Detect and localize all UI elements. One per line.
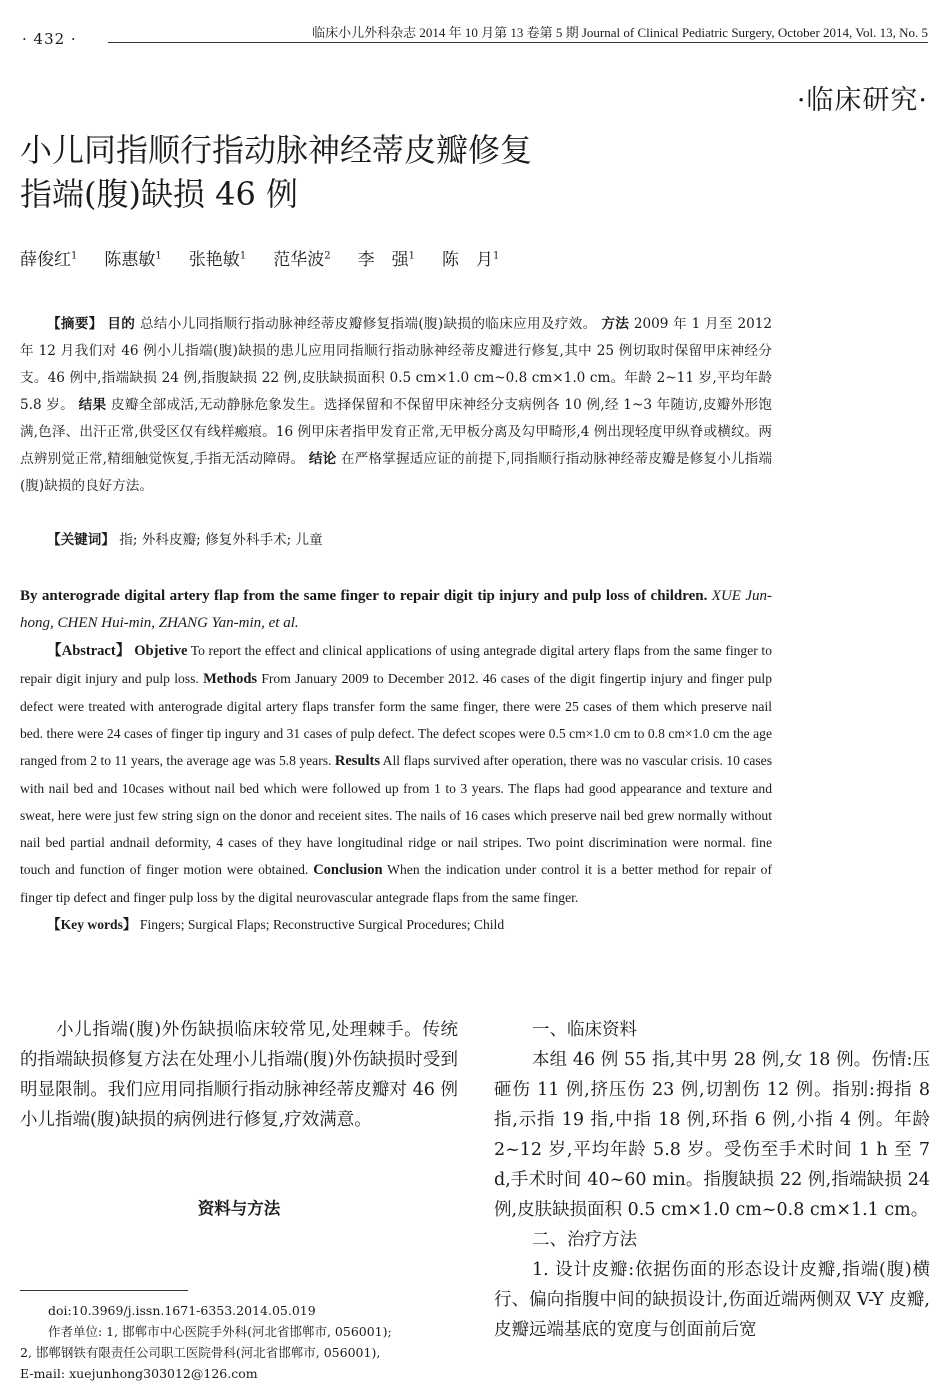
affiliation-1: 作者单位: 1, 邯郸市中心医院手外科(河北省邯郸市, 056001); <box>48 1324 392 1339</box>
author: 范华波$^2$ <box>273 250 331 270</box>
title-line-1: 小儿同指顺行指动脉神经蒂皮瓣修复 <box>20 131 533 169</box>
section-tag: ·临床研究· <box>796 85 928 116</box>
abstract-label: 【摘要】 <box>47 316 103 332</box>
methods-text-en: From January 2009 to December 2012. 46 cases of the digit fingertip injury and finger pulp defect were treated with anterograde digital artery flaps transfer form the same finger, there were 25 cases of them which preserve nail bed. there were 24 cases of finger tip ingury and 31 cases of pulp defect. The defect scopes were 0.5 cm×1.0 cm to 0.8 cm×1.0 cm the age ranged from 2 to 11 years, the average age was 5.8 years. <box>20 671 772 768</box>
objective-text-en: To report the effect and clinical applications of using antegrade digital artery flaps from the same finger to repair digit injury and pulp loss. <box>20 643 772 686</box>
objective-text: 总结小儿同指顺行指动脉神经蒂皮瓣修复指端(腹)缺损的临床应用及疗效。 <box>139 316 597 332</box>
keywords-label-en: 【Key words】 <box>47 917 137 932</box>
author-list <box>20 245 499 270</box>
article-title <box>20 128 532 216</box>
abstract-label-en: 【Abstract】 <box>47 643 131 659</box>
keywords-english <box>20 911 772 938</box>
objective-label-en: Objetive <box>134 643 188 659</box>
title-line-2: 指端(腹)缺损 46 例 <box>20 175 299 213</box>
conclusion-text: 在严格掌握适应证的前提下,同指顺行指动脉神经蒂皮瓣是修复小儿指端(腹)缺损的良好方法。 <box>20 451 773 494</box>
keywords-label: 【关键词】 <box>47 532 115 548</box>
intro-paragraph: 小儿指端(腹)外伤缺损临床较常见,处理棘手。传统的指端缺损修复方法在处理小儿指端(腹)外伤缺损时受到明显限制。我们应用同指顺行指动脉神经蒂皮瓣对 46 例小儿指端(腹)缺损的病例进行修复,疗效满意。 <box>20 1020 458 1130</box>
author: 陈 月$^1$ <box>442 250 500 270</box>
doi: doi:10.3969/j.issn.1671-6353.2014.05.019 <box>48 1303 316 1318</box>
english-abstract-block <box>20 583 772 938</box>
results-text: 皮瓣全部成活,无动静脉危象发生。选择保留和不保留甲床神经分支病例各 10 例,经 1~3 年随访,皮瓣外形饱满,色泽、出汗正常,供受区仅有线样瘢痕。16 例甲床者指甲发育正常,无甲板分离及勾甲畸形,4 例出现轻度甲纵脊或横纹。两点辨别觉正常,精细触觉恢复,手指无活动障碍。 <box>20 397 772 467</box>
affiliation-2: 2, 邯郸钢铁有限责任公司职工医院骨科(河北省邯郸市, 056001), <box>20 1345 381 1360</box>
methods-text: 2009 年 1 月至 2012 年 12 月我们对 46 例小儿指端(腹)缺损的患儿应用同指顺行指动脉神经蒂皮瓣进行修复,其中 25 例切取时保留甲床神经分支。46 例中,指端缺损 24 例,指腹缺损 22 例,皮肤缺损面积 0.5 cm×1.0 cm~0.8 cm×1.0 cm。年龄 2~11 岁,平均年龄 5.8 岁。 <box>20 316 773 413</box>
treatment-paragraph: 1. 设计皮瓣:依据伤面的形态设计皮瓣,指端(腹)横行、偏向指腹中间的缺损设计,伤面近端两侧双 V-Y 皮瓣,皮瓣远端基底的宽度与创面前后宽 <box>494 1260 930 1340</box>
results-label: 结果 <box>78 397 107 413</box>
heading-clinical-data: 一、临床资料 <box>532 1020 637 1040</box>
author: 薛俊红$^1$ <box>20 250 78 270</box>
english-authors: XUE Jun-hong, CHEN Hui-min, ZHANG Yan-min, et al. <box>20 588 773 631</box>
page-number: · 432 · <box>22 30 77 48</box>
author: 李 强$^1$ <box>357 250 415 270</box>
section-heading: 资料与方法 <box>197 1199 281 1218</box>
footnotes <box>20 1300 460 1384</box>
objective-label: 目的 <box>107 316 136 332</box>
conclusion-label: 结论 <box>308 451 337 467</box>
english-abstract <box>20 637 772 911</box>
abstract-chinese <box>20 311 772 500</box>
email: E-mail: xuejunhong303012@126.com <box>20 1366 258 1381</box>
author: 陈惠敏$^1$ <box>104 250 162 270</box>
author: 张艳敏$^1$ <box>188 250 247 270</box>
methods-label-en: Methods <box>203 671 258 687</box>
results-label-en: Results <box>334 753 380 769</box>
english-title: By anterograde digital artery flap from the same finger to repair digit tip injury and pulp loss of children. XUE Jun-hong, CHEN Hui-min, ZHANG Yan-min, et al. <box>20 588 773 631</box>
body-column-right <box>494 1015 930 1345</box>
results-text-en: All flaps survived after operation, there was no vascular crisis. 10 cases with nail bed and 10cases without nail bed which were followed up from 1 to 3 years. The flaps had good appearance and texture and sweat, here were just few string sign on the donor and receient sites. The nails of 16 cases which preserve nail bed grew normally without nail bed partial andnail deformity, 4 cases of they have longitudinal ridge or nail stripes. Two point discrimination were normal. fine touch and function of finger motion were obtained. <box>20 753 772 877</box>
heading-treatment: 二、治疗方法 <box>532 1230 637 1250</box>
conclusion-text-en: When the indication under control it is a better method for repair of finger tip defect and finger pulp loss by the digital neurovascular antegrade flaps from the same finger. <box>20 862 773 905</box>
header-rule <box>108 42 928 43</box>
body-column-left <box>20 1015 458 1135</box>
keywords-text: 指; 外科皮瓣; 修复外科手术; 儿童 <box>119 532 323 548</box>
keywords-chinese <box>20 527 772 554</box>
clinical-data-paragraph: 本组 46 例 55 指,其中男 28 例,女 18 例。伤情:压砸伤 11 例,挤压伤 23 例,切割伤 12 例。指别:拇指 8 指,示指 19 指,中指 18 例,环指 6 例,小指 4 例。年龄 2~12 岁,平均年龄 5.8 岁。受伤至手术时间 1 h 至 7 d,手术时间 40~60 min。指腹缺损 22 例,指端缺损 24 例,皮肤缺损面积 0.5 cm×1.0 cm~0.8 cm×1.1 cm。 <box>494 1050 930 1220</box>
methods-label: 方法 <box>601 316 630 332</box>
footnote-rule <box>20 1290 188 1291</box>
conclusion-label-en: Conclusion <box>313 862 383 878</box>
running-header: 临床小儿外科杂志 2014 年 10 月第 13 卷第 5 期 Journal of Clinical Pediatric Surgery, October 2014, Vol. 13, No. 5 <box>312 25 928 40</box>
keywords-text-en: Fingers; Surgical Flaps; Reconstructive Surgical Procedures; Child <box>139 917 505 932</box>
